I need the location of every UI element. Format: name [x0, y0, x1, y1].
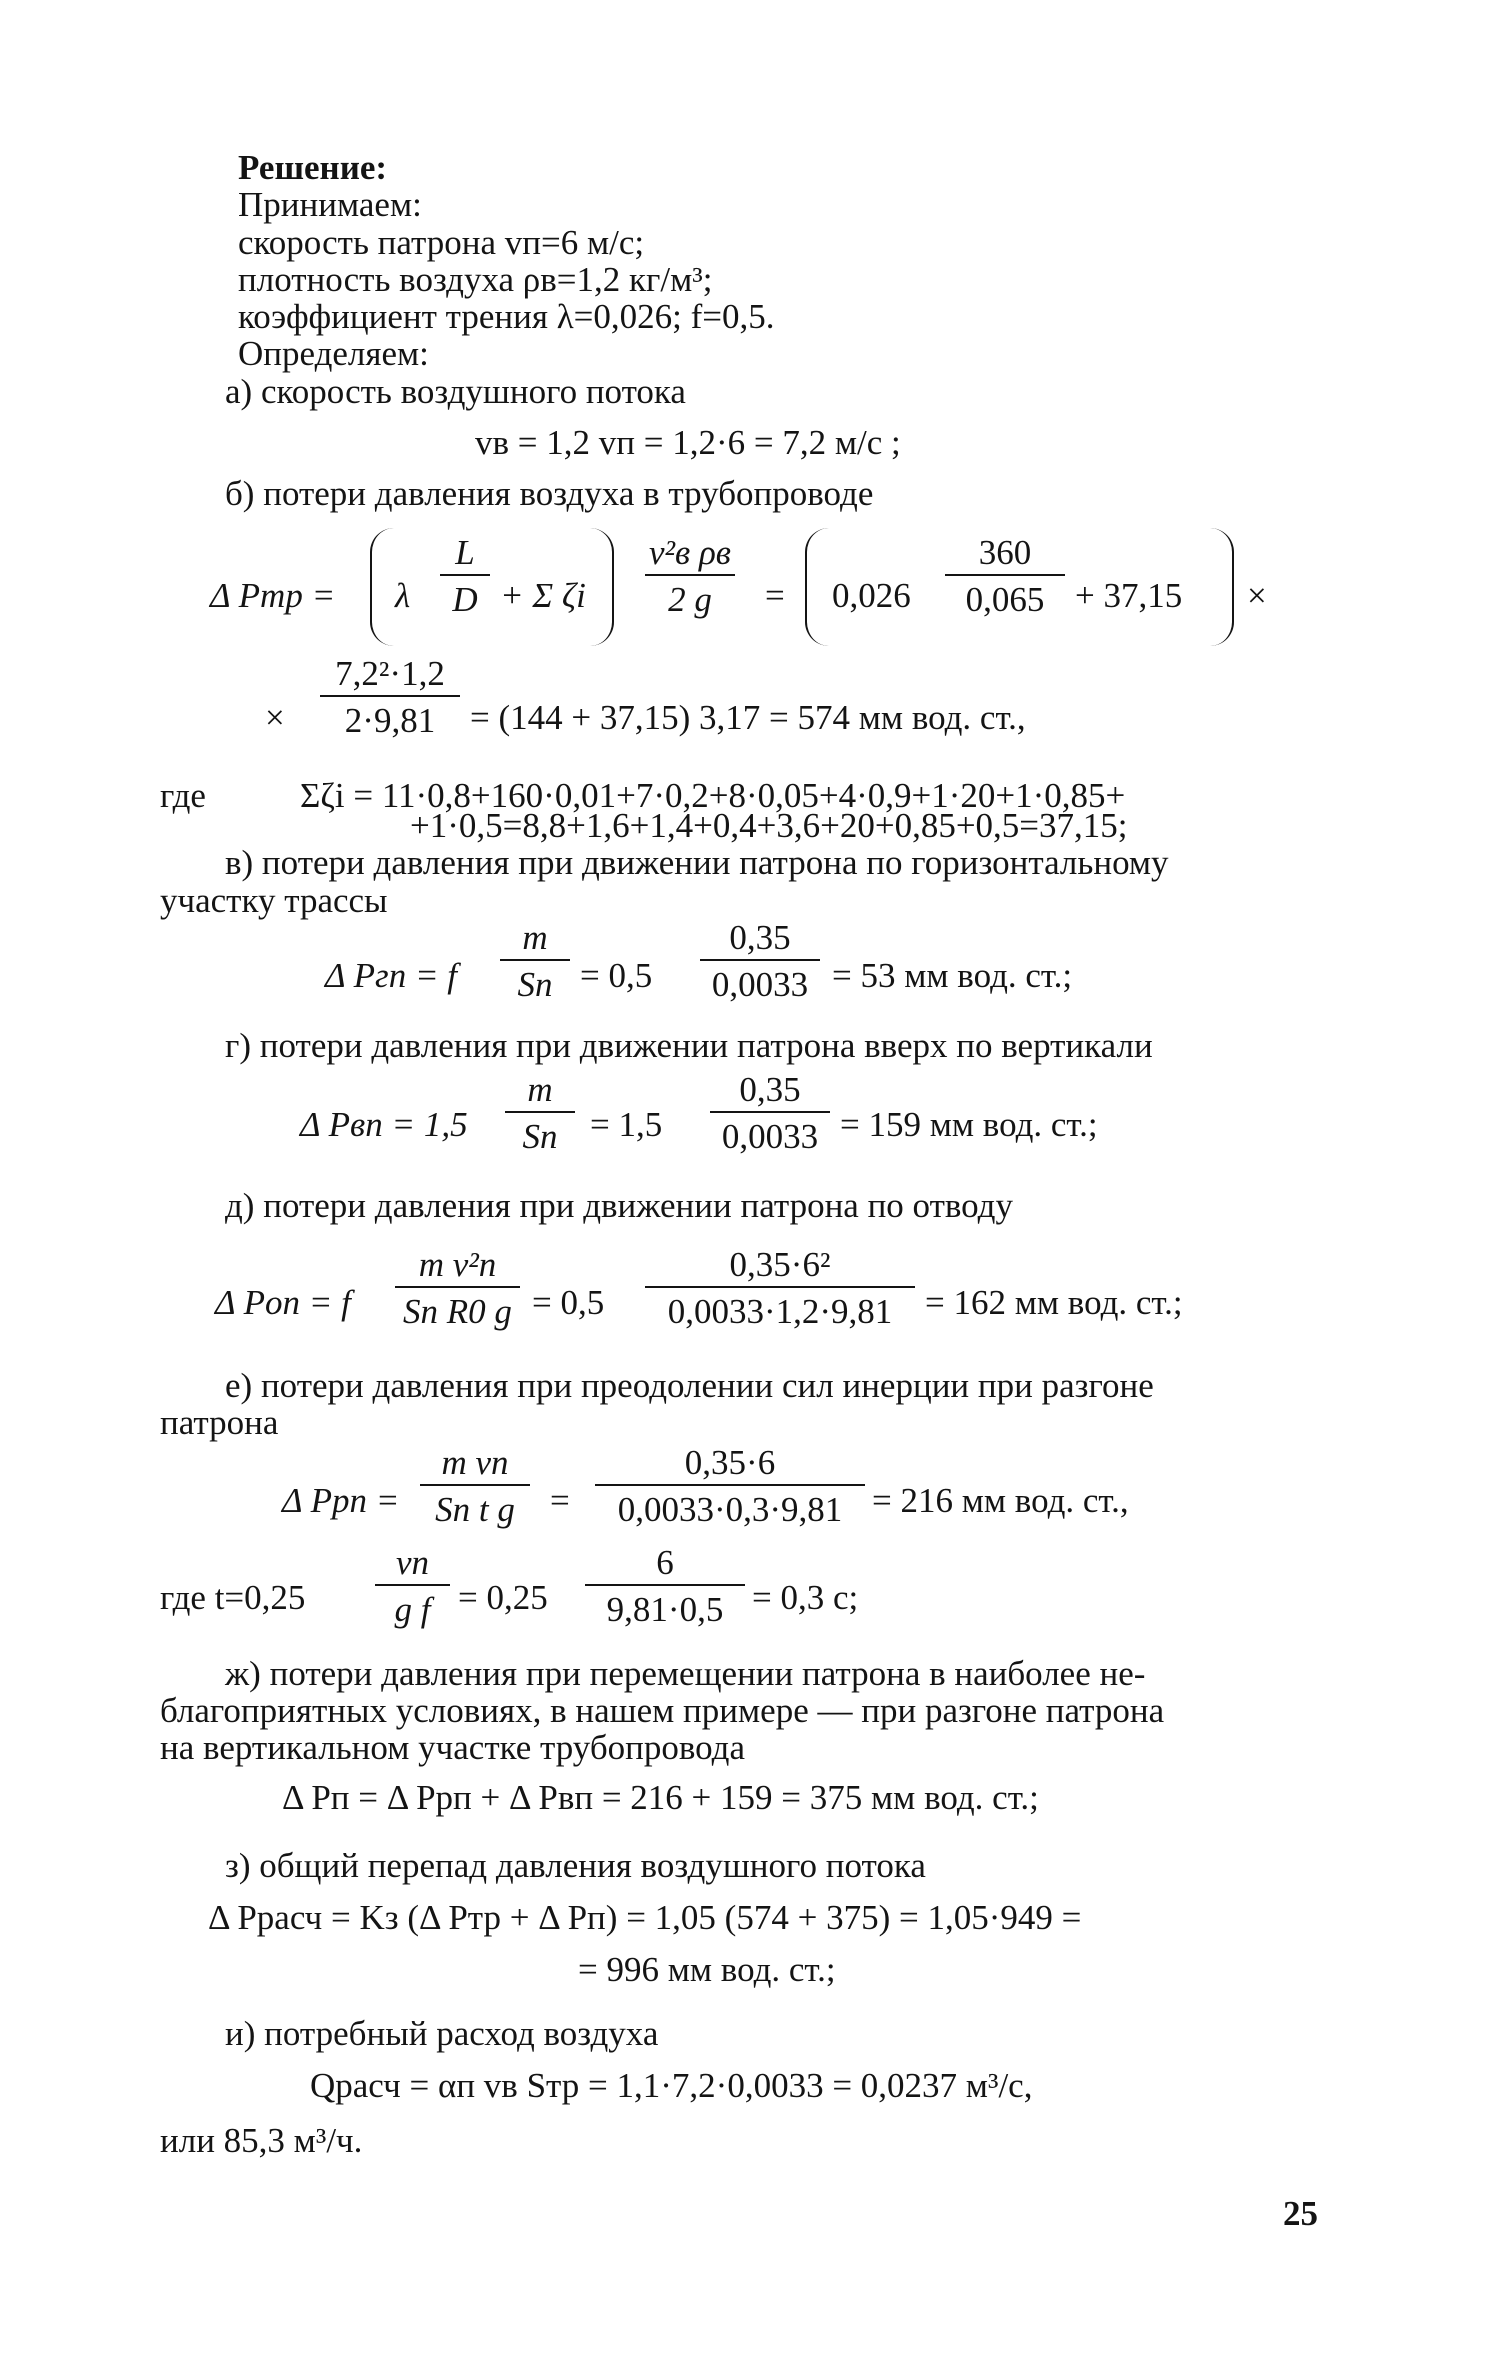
sum-zeta-line-2: +1·0,5=8,8+1,6+1,4+0,4+3,6+20+0,85+0,5=37,15;	[410, 806, 1128, 845]
item-b-label: б) потери давления воздуха в трубопроводе	[225, 474, 874, 513]
acceleration-time-result: = 0,3 с;	[752, 1578, 859, 1617]
coef-0026: 0,026	[832, 576, 911, 615]
dp-inertia-lhs: Δ Pрп =	[282, 1481, 400, 1520]
mv2-over-srg-fraction: m v²п Sп R0 g	[395, 1247, 520, 1329]
dp-horizontal-lhs: Δ Pгп = f	[325, 956, 458, 995]
velocity-numeric-fraction	[320, 656, 460, 738]
times-sign-2: ×	[265, 698, 285, 737]
m-over-s-fraction: m Sп	[505, 1072, 575, 1154]
coef-05: = 0,5	[532, 1283, 605, 1322]
mv-over-stg-fraction: m vп Sп t g	[420, 1445, 530, 1527]
air-flow-formula: Qрасч = αп vв Sтр = 1,1·7,2·0,0033 = 0,0237 м³/с,	[310, 2066, 1033, 2105]
coef-025: = 0,25	[458, 1578, 548, 1617]
air-flow-per-hour: или 85,3 м³/ч.	[160, 2121, 363, 2160]
time-numeric-fraction: 6 9,81·0,5	[585, 1545, 745, 1627]
numeric-fraction: 0,35 0,0033	[710, 1072, 830, 1154]
numerator-L: L	[455, 533, 475, 572]
total-cartridge-loss-formula: Δ Pп = Δ Pрп + Δ Pвп = 216 + 159 = 375 мм вод. ст.;	[282, 1778, 1039, 1817]
dp-vertical-lhs: Δ Pвп = 1,5	[300, 1105, 468, 1144]
bend-loss-result: = 162 мм вод. ст.;	[925, 1283, 1183, 1322]
total-pressure-drop-formula-2: = 996 мм вод. ст.;	[578, 1950, 836, 1989]
sum-zeta: + Σ ζi	[500, 576, 586, 615]
density-line: плотность воздуха ρв=1,2 кг/м³;	[238, 260, 713, 299]
page-number: 25	[1283, 2194, 1318, 2233]
speed-line: скорость патрона vп=6 м/с;	[238, 223, 645, 262]
item-e-label: д) потери давления при движении патрона по отводу	[225, 1186, 1013, 1225]
where-label: где	[160, 776, 206, 815]
numeric-fraction: 0,35 0,0033	[700, 920, 820, 1002]
accept-line: Принимаем:	[238, 185, 422, 224]
left-paren	[370, 528, 394, 646]
left-paren-2	[805, 528, 829, 646]
numerator-360: 360	[978, 533, 1032, 572]
denominator-0065: 0,065	[965, 580, 1045, 619]
numeric-fraction: 0,35·6² 0,0033·1,2·9,81	[645, 1247, 915, 1329]
determine-line: Определяем:	[238, 334, 429, 373]
velocity-density-fraction	[645, 535, 735, 617]
pipe-loss-result: = (144 + 37,15) 3,17 = 574 мм вод. ст.,	[470, 698, 1026, 737]
360-over-0065-fraction	[945, 535, 1065, 617]
item-i-label: и) потребный расход воздуха	[225, 2014, 659, 2053]
inertia-loss-result: = 216 мм вод. ст.,	[872, 1481, 1129, 1520]
item-d-label: г) потери давления при движении патрона вверх по вертикали	[225, 1026, 1153, 1065]
item-c-label-2: участку трассы	[160, 881, 388, 920]
total-pressure-drop-formula-1: Δ Pрасч = Kз (Δ Pтр + Δ Pп) = 1,05 (574 + 375) = 1,05·949 =	[208, 1898, 1082, 1937]
plus-3715: + 37,15	[1075, 576, 1183, 615]
m-over-s-fraction: m Sп	[500, 920, 570, 1002]
item-g-label-1: ж) потери давления при перемещении патрона в наиболее не-	[225, 1654, 1146, 1693]
right-paren-2	[1210, 528, 1234, 646]
times-sign: ×	[1247, 576, 1267, 615]
sum-zeta-line-1: Σζi = 11·0,8+160·0,01+7·0,2+8·0,05+4·0,9+1·20+1·0,85+	[300, 776, 1126, 815]
horizontal-loss-result: = 53 мм вод. ст.;	[832, 956, 1073, 995]
right-paren	[590, 528, 614, 646]
numerator-72: 7,2²·1,2	[335, 654, 445, 693]
item-g-label-2: благоприятных условиях, в нашем примере — при разгоне патрона	[160, 1691, 1165, 1730]
coef-05: = 0,5	[580, 956, 653, 995]
denominator-2981: 2·9,81	[344, 701, 436, 740]
acceleration-time-label: где t=0,25	[160, 1578, 306, 1617]
item-a-label: а) скорость воздушного потока	[225, 372, 686, 411]
equals-sign: =	[550, 1481, 570, 1520]
solution-title: Решение:	[238, 148, 388, 187]
item-g-label-3: на вертикальном участке трубопровода	[160, 1728, 745, 1767]
denominator-D: D	[452, 580, 478, 619]
denominator-2g: 2 g	[668, 580, 712, 619]
lambda-symbol: λ	[395, 576, 411, 615]
item-c-label-1: в) потери давления при движении патрона по горизонтальному	[225, 843, 1169, 882]
vertical-loss-result: = 159 мм вод. ст.;	[840, 1105, 1098, 1144]
item-a-formula: vв = 1,2 vп = 1,2·6 = 7,2 м/с ;	[475, 423, 901, 462]
item-h-label: з) общий перепад давления воздушного потока	[225, 1846, 926, 1885]
l-over-d-fraction	[440, 535, 490, 617]
friction-line: коэффициент трения λ=0,026; f=0,5.	[238, 297, 775, 336]
equals-sign: =	[765, 576, 785, 615]
dp-bend-lhs: Δ Pоп = f	[215, 1283, 351, 1322]
v-over-gf-fraction: vп g f	[375, 1545, 450, 1627]
item-f-label-1: е) потери давления при преодолении сил инерции при разгоне	[225, 1366, 1154, 1405]
numerator-v2rho: v²в ρв	[649, 533, 731, 572]
coef-15: = 1,5	[590, 1105, 663, 1144]
dp-pipe-lhs: Δ Pтр =	[210, 576, 336, 615]
item-f-label-2: патрона	[160, 1403, 279, 1442]
numeric-fraction: 0,35·6 0,0033·0,3·9,81	[595, 1445, 865, 1527]
